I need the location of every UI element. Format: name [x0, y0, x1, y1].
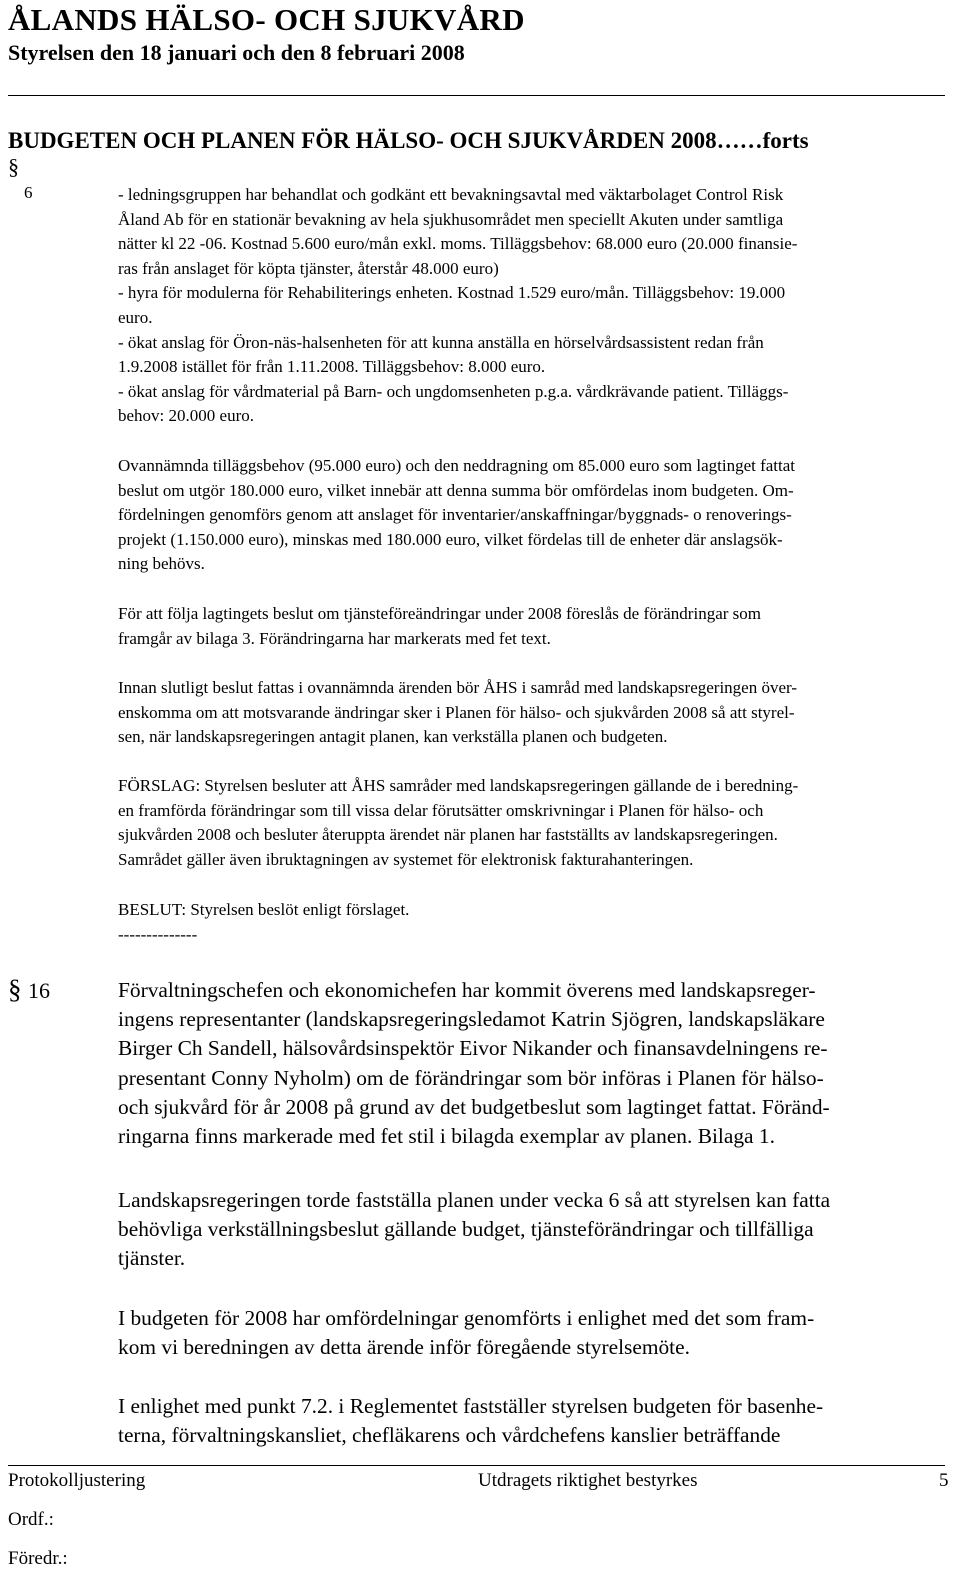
separator-dashes: -------------- [118, 924, 198, 944]
before-decision-paragraph [118, 676, 946, 750]
organization-title: ÅLANDS HÄLSO- OCH SJUKVÅRD [8, 2, 525, 37]
text-line: en framförda förändringar som till vissa delar förutsätter omskrivningar i Planen för hälso- och [118, 800, 764, 820]
footer-chair-label: Ordf.: [8, 1509, 54, 1530]
text-line: I enlighet med punkt 7.2. i Reglementet fastställer styrelsen budgeten för basenhe- [118, 1394, 824, 1418]
list-line: - ökat anslag för Öron-näs-halsenheten för att kunna anställa en hörselvårdsassistent redan från [118, 332, 764, 352]
text-line: Förvaltningschefen och ekonomichefen har kommit överens med landskapsreger- [118, 978, 816, 1002]
item16-paragraph-4 [118, 1392, 946, 1450]
text-line: beslut om utgör 180.000 euro, vilket innebär att denna summa bör omfördelas inom budgeten. Om- [118, 480, 794, 500]
summary-paragraph [118, 454, 946, 577]
item-number-16: 16 [28, 978, 50, 1003]
list-line: - hyra för modulerna för Rehabiliterings enheten. Kostnad 1.529 euro/mån. Tilläggsbehov: 19.000 [118, 283, 786, 303]
text-line: För att följa lagtingets beslut om tjänsteföreändringar under 2008 föreslås de förändringar som [118, 604, 761, 623]
list-line: 1.9.2008 istället för från 1.11.2008. Tilläggsbehov: 8.000 euro. [118, 357, 546, 377]
list-line: ras från anslaget för köpta tjänster, återstår 48.000 euro) [118, 258, 499, 278]
text-line: Samrådet gäller även ibruktagningen av systemet för elektronisk fakturahanteringen. [118, 849, 694, 869]
section-title: BUDGETEN OCH PLANEN FÖR HÄLSO- OCH SJUKVÅRDEN 2008……forts [8, 128, 809, 153]
item16-paragraph-2 [118, 1186, 946, 1274]
list-line: - ökat anslag för vårdmaterial på Barn- och ungdomsenheten p.g.a. vårdkrävande patient. Tilläggs- [118, 381, 789, 401]
decision-block [118, 898, 946, 947]
text-line: FÖRSLAG: Styrelsen besluter att ÅHS samråder med landskapsregeringen gällande de i beredning- [118, 776, 799, 795]
list-line: Åland Ab för en stationär bevakning av hela sjukhusområdet men speciellt Akuten under samtliga [118, 209, 784, 229]
text-line: Innan slutligt beslut fattas i ovannämnda ärenden bör ÅHS i samråd med landskapsregeringen över- [118, 678, 797, 697]
text-line: Ovannämnda tilläggsbehov (95.000 euro) och den neddragning om 85.000 euro som lagtinget fattat [118, 456, 796, 475]
list-line: nätter kl 22 -06. Kostnad 5.600 euro/mån exkl. moms. Tilläggsbehov: 68.000 euro (20.000 finansie- [118, 234, 798, 254]
page-number: 5 [939, 1470, 949, 1491]
footer-protocol-check: Protokolljustering [8, 1470, 146, 1491]
footer-certification: Utdragets riktighet bestyrkes [478, 1470, 698, 1491]
text-line: Landskapsregeringen torde fastställa planen under vecka 6 så att styrelsen kan fatta [118, 1188, 831, 1212]
text-line: presentant Conny Nyholm) om de förändringar som bör införas i Planen för hälso- [118, 1065, 824, 1090]
proposal-paragraph [118, 774, 946, 872]
decision-text: BESLUT: Styrelsen beslöt enligt förslaget. [118, 900, 410, 919]
section-sign-16: § [8, 974, 22, 1004]
list-line: euro. [118, 307, 153, 327]
text-line: behövliga verkställningsbeslut gällande budget, tjänsteförändringar och tillfälliga [118, 1217, 814, 1242]
text-line: I budgeten för 2008 har omfördelningar genomförts i enlighet med det som fram- [118, 1306, 815, 1330]
item6-list [118, 183, 946, 429]
text-line: projekt (1.150.000 euro), minskas med 180.000 euro, vilket fördelas till de enheter där anslagsök- [118, 529, 783, 549]
list-line: - ledningsgruppen har behandlat och godkänt ett bevakningsavtal med väktarbolaget Control Risk [118, 185, 784, 204]
text-line: terna, förvaltningskansliet, chefläkarens och vårdchefens kanslier beträffande [118, 1423, 781, 1448]
text-line: sjukvården 2008 och besluter återuppta ärendet när planen har fastställts av landskapsregeringen. [118, 825, 778, 845]
text-line: sen, när landskapsregeringen antagit planen, kan verkställa planen och budgeten. [118, 727, 668, 747]
text-line: ingens representanter (landskapsregeringsledamot Katrin Sjögren, landskapsläkare [118, 1007, 825, 1032]
staff-changes-paragraph [118, 602, 946, 651]
footer-presenter-label: Föredr.: [8, 1548, 68, 1569]
text-line: ning behövs. [118, 554, 205, 574]
header-divider [8, 95, 945, 96]
list-line: behov: 20.000 euro. [118, 406, 254, 426]
text-line: Birger Ch Sandell, hälsovårdsinspektör Eivor Nikander och finansavdelningens re- [118, 1036, 828, 1061]
text-line: fördelningen genomförs genom att anslaget för inventarier/anskaffningar/byggnads- o renoverings- [118, 505, 792, 525]
meeting-date: Styrelsen den 18 januari och den 8 februari 2008 [8, 40, 465, 65]
text-line: och sjukvård för år 2008 på grund av det budgetbeslut som lagtinget fattat. Föränd- [118, 1094, 830, 1119]
text-line: framgår av bilaga 3. Förändringarna har markerats med fet text. [118, 628, 551, 648]
item16-paragraph-1 [118, 976, 946, 1151]
text-line: kom vi beredningen av detta ärende inför föregående styrelsemöte. [118, 1335, 690, 1360]
text-line: enskomma om att motsvarande ändringar sker i Planen för hälso- och sjukvården 2008 så att styrel- [118, 702, 795, 722]
text-line: tjänster. [118, 1246, 186, 1271]
item-number-6: 6 [24, 183, 33, 202]
item16-paragraph-3 [118, 1304, 946, 1362]
section-sign-6: § [8, 154, 19, 179]
text-line: ringarna finns markerade med fet stil i bilagda exemplar av planen. Bilaga 1. [118, 1124, 775, 1149]
footer-divider [8, 1465, 945, 1466]
